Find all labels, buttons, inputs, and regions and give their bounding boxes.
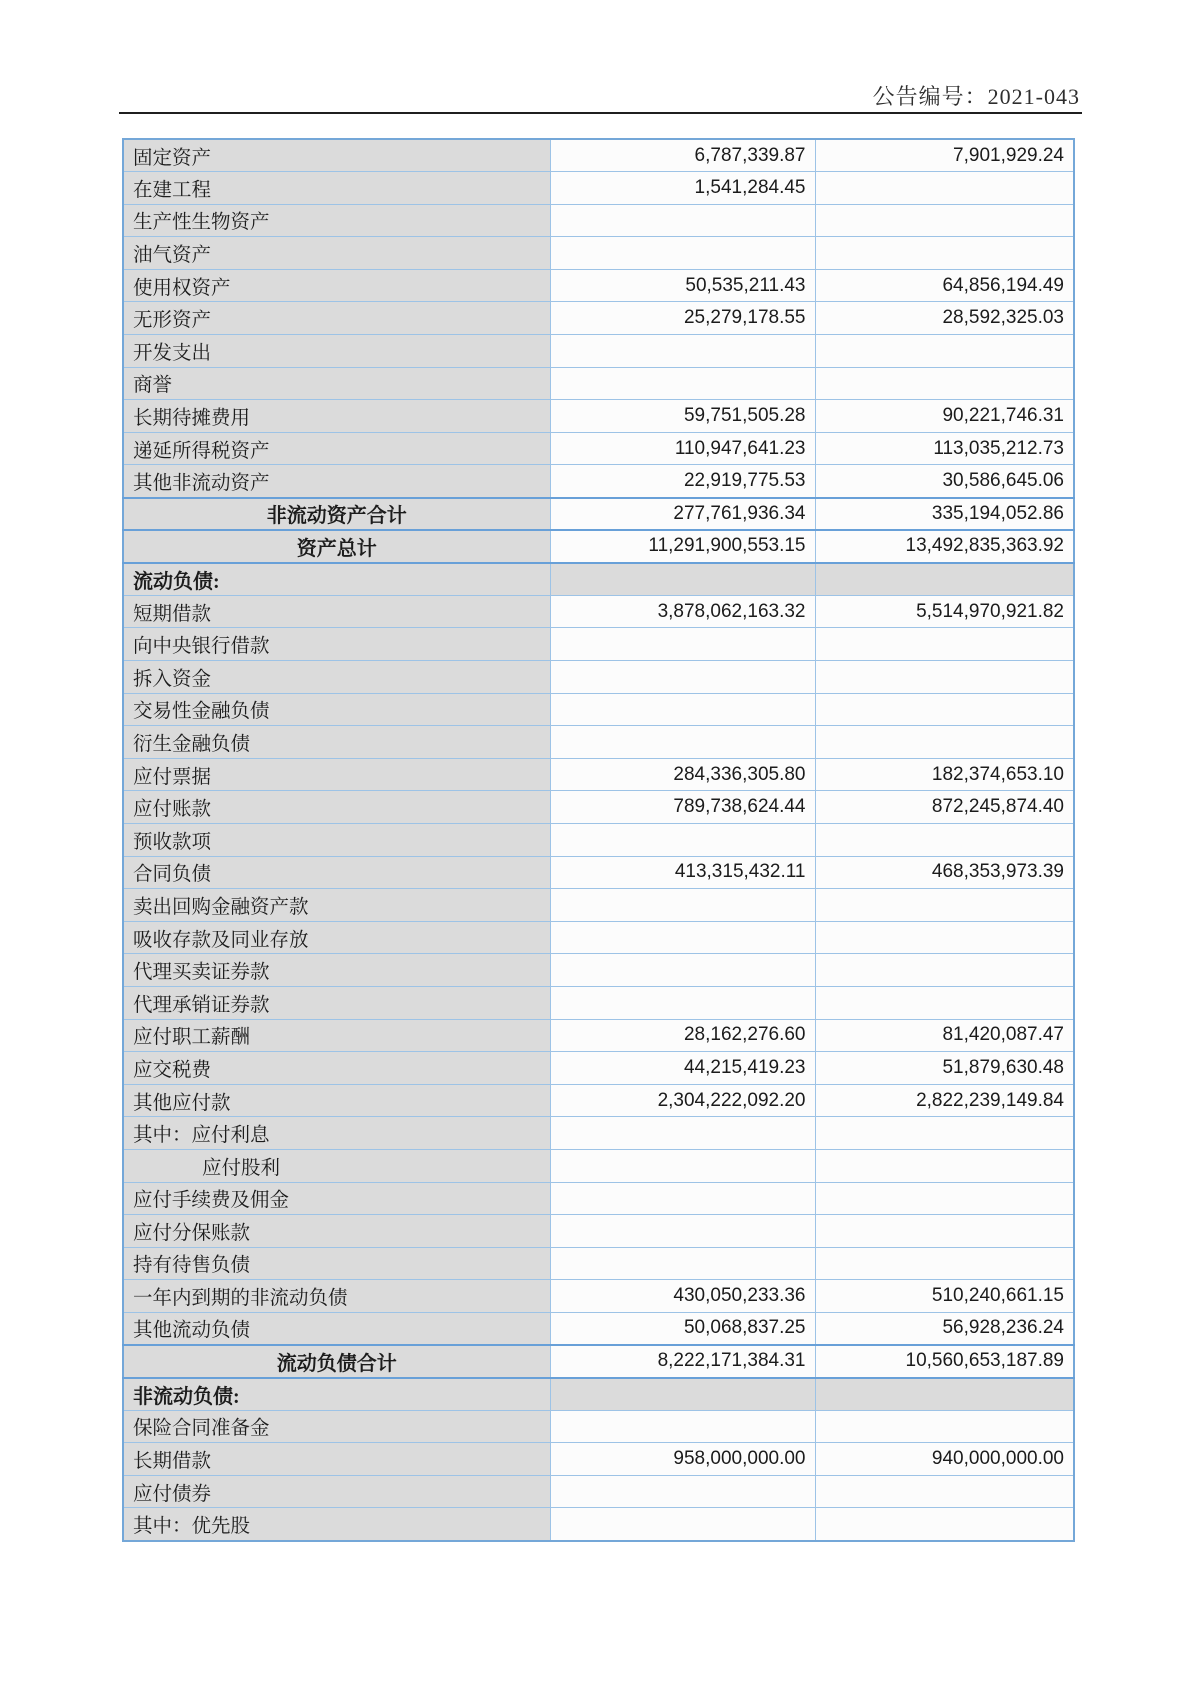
value-current-period xyxy=(550,954,815,987)
value-prior-period xyxy=(815,1410,1074,1443)
value-prior-period: 468,353,973.39 xyxy=(815,856,1074,889)
row-label: 拆入资金 xyxy=(123,661,550,694)
row-label: 应付账款 xyxy=(123,791,550,824)
table-row xyxy=(123,1084,1074,1117)
value-current-period xyxy=(550,986,815,1019)
table-row xyxy=(123,432,1074,465)
table-row xyxy=(123,1280,1074,1313)
value-current-period xyxy=(550,1247,815,1280)
value-current-period: 1,541,284.45 xyxy=(550,172,815,205)
value-prior-period xyxy=(815,367,1074,400)
value-current-period: 44,215,419.23 xyxy=(550,1052,815,1085)
row-label: 一年内到期的非流动负债 xyxy=(123,1280,550,1313)
value-prior-period: 2,822,239,149.84 xyxy=(815,1084,1074,1117)
value-prior-period: 81,420,087.47 xyxy=(815,1019,1074,1052)
value-current-period xyxy=(550,1475,815,1508)
value-current-period xyxy=(550,1410,815,1443)
value-prior-period xyxy=(815,1215,1074,1248)
value-prior-period xyxy=(815,628,1074,661)
table-row xyxy=(123,1247,1074,1280)
value-current-period: 6,787,339.87 xyxy=(550,139,815,172)
row-label: 在建工程 xyxy=(123,172,550,205)
row-label: 衍生金融负债 xyxy=(123,726,550,759)
value-current-period xyxy=(550,367,815,400)
table-row xyxy=(123,1345,1074,1378)
value-prior-period: 56,928,236.24 xyxy=(815,1312,1074,1345)
table-row xyxy=(123,530,1074,563)
value-prior-period xyxy=(815,1508,1074,1541)
row-label: 卖出回购金融资产款 xyxy=(123,889,550,922)
value-current-period: 789,738,624.44 xyxy=(550,791,815,824)
value-current-period: 413,315,432.11 xyxy=(550,856,815,889)
value-prior-period: 940,000,000.00 xyxy=(815,1443,1074,1476)
value-prior-period xyxy=(815,204,1074,237)
row-label: 无形资产 xyxy=(123,302,550,335)
table-row xyxy=(123,1182,1074,1215)
table-row xyxy=(123,1443,1074,1476)
value-prior-period: 30,586,645.06 xyxy=(815,465,1074,498)
announcement-number: 公告编号：2021-043 xyxy=(872,84,1080,109)
value-current-period xyxy=(550,237,815,270)
value-current-period xyxy=(550,204,815,237)
row-label: 应交税费 xyxy=(123,1052,550,1085)
row-label: 向中央银行借款 xyxy=(123,628,550,661)
value-prior-period: 64,856,194.49 xyxy=(815,269,1074,302)
row-label: 应付手续费及佣金 xyxy=(123,1182,550,1215)
value-current-period xyxy=(550,1117,815,1150)
table-row xyxy=(123,986,1074,1019)
row-label: 持有待售负债 xyxy=(123,1247,550,1280)
row-label: 代理承销证券款 xyxy=(123,986,550,1019)
row-label: 预收款项 xyxy=(123,823,550,856)
value-current-period: 430,050,233.36 xyxy=(550,1280,815,1313)
row-label: 其中：应付利息 xyxy=(123,1117,550,1150)
row-label: 流动负债合计 xyxy=(123,1345,550,1378)
table-row xyxy=(123,856,1074,889)
table-row xyxy=(123,1312,1074,1345)
row-label: 其他非流动资产 xyxy=(123,465,550,498)
table-row xyxy=(123,204,1074,237)
value-current-period: 28,162,276.60 xyxy=(550,1019,815,1052)
value-prior-period: 5,514,970,921.82 xyxy=(815,595,1074,628)
value-prior-period: 335,194,052.86 xyxy=(815,498,1074,531)
value-prior-period xyxy=(815,986,1074,1019)
value-current-period xyxy=(550,889,815,922)
value-prior-period xyxy=(815,1182,1074,1215)
table-row xyxy=(123,1052,1074,1085)
row-label: 应付股利 xyxy=(123,1149,550,1182)
row-label: 油气资产 xyxy=(123,237,550,270)
row-label: 应付票据 xyxy=(123,758,550,791)
value-prior-period xyxy=(815,921,1074,954)
table-row xyxy=(123,367,1074,400)
value-prior-period: 182,374,653.10 xyxy=(815,758,1074,791)
row-label: 应付职工薪酬 xyxy=(123,1019,550,1052)
value-prior-period: 90,221,746.31 xyxy=(815,400,1074,433)
row-label: 代理买卖证券款 xyxy=(123,954,550,987)
value-prior-period xyxy=(815,661,1074,694)
value-current-period: 958,000,000.00 xyxy=(550,1443,815,1476)
value-current-period xyxy=(550,1215,815,1248)
row-label: 固定资产 xyxy=(123,139,550,172)
value-prior-period: 10,560,653,187.89 xyxy=(815,1345,1074,1378)
value-current-period: 59,751,505.28 xyxy=(550,400,815,433)
table-row xyxy=(123,1117,1074,1150)
row-label: 吸收存款及同业存放 xyxy=(123,921,550,954)
row-label: 交易性金融负债 xyxy=(123,693,550,726)
row-label: 其他应付款 xyxy=(123,1084,550,1117)
row-label: 其中：优先股 xyxy=(123,1508,550,1541)
value-current-period: 110,947,641.23 xyxy=(550,432,815,465)
value-prior-period xyxy=(815,823,1074,856)
value-prior-period xyxy=(815,693,1074,726)
table-row xyxy=(123,921,1074,954)
table-row xyxy=(123,302,1074,335)
value-current-period xyxy=(550,1182,815,1215)
row-label: 递延所得税资产 xyxy=(123,432,550,465)
value-prior-period: 28,592,325.03 xyxy=(815,302,1074,335)
value-current-period xyxy=(550,1508,815,1541)
table-row xyxy=(123,693,1074,726)
value-current-period xyxy=(550,661,815,694)
value-current-period: 277,761,936.34 xyxy=(550,498,815,531)
value-prior-period xyxy=(815,889,1074,922)
table-row xyxy=(123,1508,1074,1541)
table-row xyxy=(123,269,1074,302)
row-label: 应付分保账款 xyxy=(123,1215,550,1248)
value-prior-period: 13,492,835,363.92 xyxy=(815,530,1074,563)
table-row xyxy=(123,563,1074,596)
table-row xyxy=(123,335,1074,368)
value-prior-period: 7,901,929.24 xyxy=(815,139,1074,172)
value-current-period: 2,304,222,092.20 xyxy=(550,1084,815,1117)
value-current-period xyxy=(550,726,815,759)
table-row xyxy=(123,465,1074,498)
row-label: 长期借款 xyxy=(123,1443,550,1476)
value-current-period: 50,068,837.25 xyxy=(550,1312,815,1345)
header-rule xyxy=(119,112,1082,114)
value-current-period: 3,878,062,163.32 xyxy=(550,595,815,628)
table-row xyxy=(123,1019,1074,1052)
value-prior-period xyxy=(815,335,1074,368)
value-current-period: 284,336,305.80 xyxy=(550,758,815,791)
row-label: 开发支出 xyxy=(123,335,550,368)
table-row xyxy=(123,954,1074,987)
value-current-period xyxy=(550,1149,815,1182)
balance-sheet-table xyxy=(122,138,1075,1542)
row-label: 应付债券 xyxy=(123,1475,550,1508)
table-row xyxy=(123,498,1074,531)
row-label: 其他流动负债 xyxy=(123,1312,550,1345)
row-label: 合同负债 xyxy=(123,856,550,889)
table-row xyxy=(123,1149,1074,1182)
value-current-period: 8,222,171,384.31 xyxy=(550,1345,815,1378)
row-label: 商誉 xyxy=(123,367,550,400)
table-row xyxy=(123,1378,1074,1411)
value-prior-period xyxy=(815,1149,1074,1182)
row-label: 生产性生物资产 xyxy=(123,204,550,237)
value-prior-period xyxy=(815,954,1074,987)
value-current-period xyxy=(550,335,815,368)
table-row xyxy=(123,726,1074,759)
table-row xyxy=(123,172,1074,205)
table-row xyxy=(123,400,1074,433)
value-prior-period xyxy=(815,726,1074,759)
table-row xyxy=(123,889,1074,922)
value-prior-period: 51,879,630.48 xyxy=(815,1052,1074,1085)
table-row xyxy=(123,823,1074,856)
value-prior-period xyxy=(815,1378,1074,1411)
row-label: 长期待摊费用 xyxy=(123,400,550,433)
value-current-period xyxy=(550,563,815,596)
table-row xyxy=(123,139,1074,172)
value-prior-period xyxy=(815,172,1074,205)
value-current-period xyxy=(550,1378,815,1411)
value-prior-period xyxy=(815,1117,1074,1150)
value-current-period xyxy=(550,921,815,954)
table-row xyxy=(123,1215,1074,1248)
value-prior-period: 510,240,661.15 xyxy=(815,1280,1074,1313)
table-row xyxy=(123,628,1074,661)
row-label: 短期借款 xyxy=(123,595,550,628)
row-label: 流动负债: xyxy=(123,563,550,596)
value-prior-period xyxy=(815,1475,1074,1508)
value-current-period: 11,291,900,553.15 xyxy=(550,530,815,563)
table-row xyxy=(123,791,1074,824)
value-current-period xyxy=(550,628,815,661)
row-label: 资产总计 xyxy=(123,530,550,563)
value-prior-period xyxy=(815,237,1074,270)
value-current-period xyxy=(550,823,815,856)
value-prior-period: 872,245,874.40 xyxy=(815,791,1074,824)
value-current-period: 25,279,178.55 xyxy=(550,302,815,335)
row-label: 使用权资产 xyxy=(123,269,550,302)
table-row xyxy=(123,595,1074,628)
table-row xyxy=(123,1475,1074,1508)
row-label: 非流动资产合计 xyxy=(123,498,550,531)
table-row xyxy=(123,758,1074,791)
value-current-period: 50,535,211.43 xyxy=(550,269,815,302)
row-label: 保险合同准备金 xyxy=(123,1410,550,1443)
table-row xyxy=(123,237,1074,270)
row-label: 非流动负债: xyxy=(123,1378,550,1411)
value-prior-period xyxy=(815,563,1074,596)
value-prior-period xyxy=(815,1247,1074,1280)
table-row xyxy=(123,1410,1074,1443)
table-row xyxy=(123,661,1074,694)
value-current-period: 22,919,775.53 xyxy=(550,465,815,498)
value-current-period xyxy=(550,693,815,726)
value-prior-period: 113,035,212.73 xyxy=(815,432,1074,465)
